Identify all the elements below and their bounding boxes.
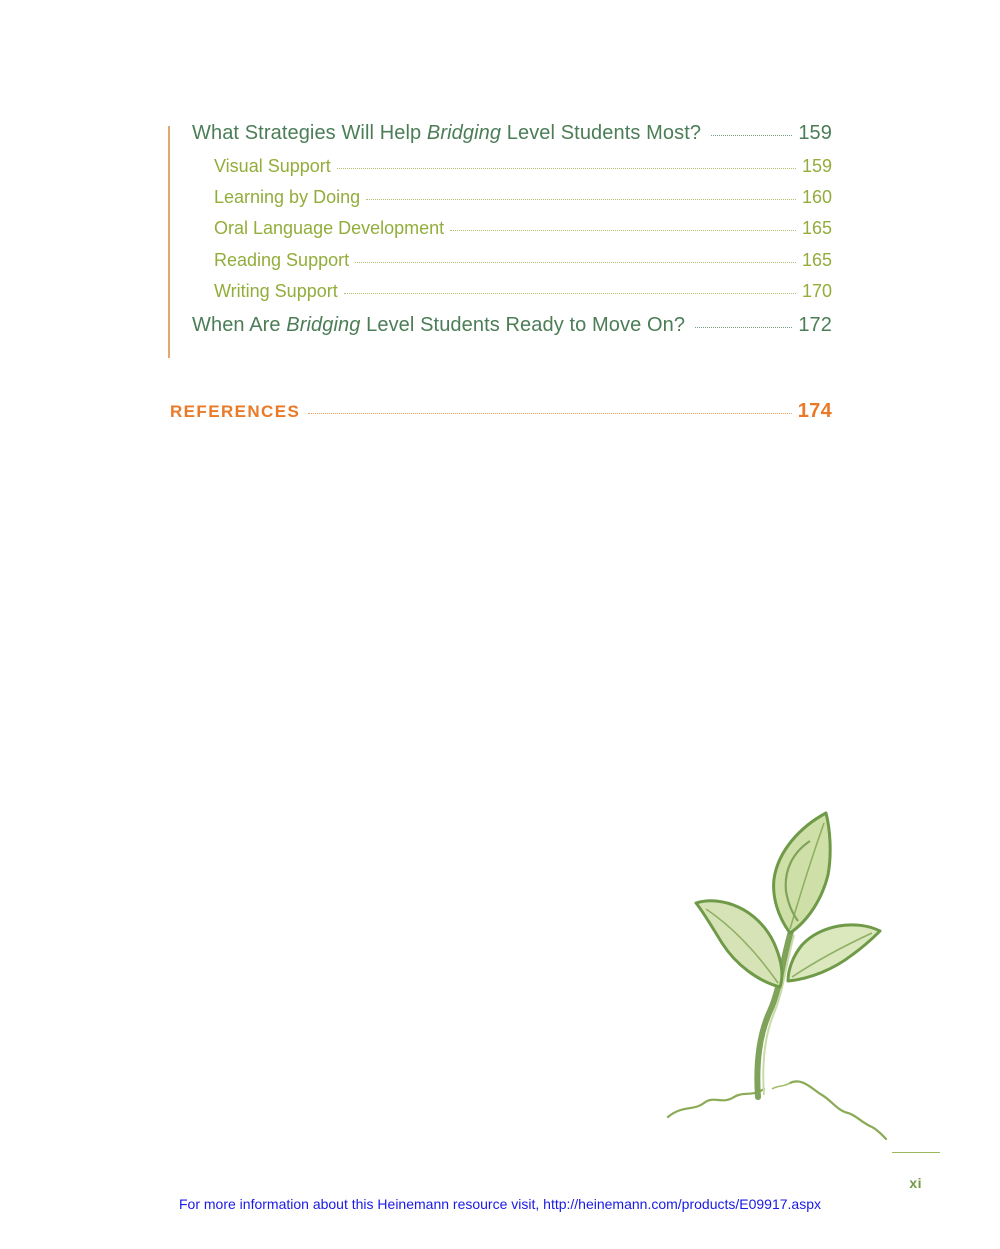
dot-leader <box>450 230 796 231</box>
toc-page-number: 172 <box>798 314 832 336</box>
dot-leader <box>337 168 796 169</box>
dot-leader <box>366 199 796 200</box>
toc-subentry-title: Learning by Doing <box>214 187 361 207</box>
toc-page-number: 159 <box>801 156 832 176</box>
folio-rule <box>892 1152 940 1153</box>
dot-leader <box>308 413 792 414</box>
toc-subentry-oral-language[interactable] <box>214 218 832 239</box>
seedling-illustration-icon <box>660 805 900 1145</box>
toc-page-number: 174 <box>797 400 832 422</box>
toc-subentry-visual-support[interactable] <box>214 156 832 177</box>
section-side-rule <box>168 126 170 358</box>
toc-subentry-title: Visual Support <box>214 156 331 176</box>
toc-entry-title: What Strategies Will Help Bridging Level Students Most? <box>192 122 702 144</box>
toc-page-number: 159 <box>798 122 832 144</box>
toc-page-number: 170 <box>801 281 832 301</box>
toc-subentry-title: Reading Support <box>214 250 350 270</box>
toc-entry-references[interactable] <box>170 400 832 423</box>
toc-subentry-learning-by-doing[interactable] <box>214 187 832 208</box>
toc-page-number: 165 <box>801 218 832 238</box>
dot-leader <box>695 327 792 328</box>
toc-subentry-title: Oral Language Development <box>214 218 445 238</box>
toc-subentry-writing-support[interactable] <box>214 281 832 302</box>
footer-resource-link[interactable]: For more information about this Heinemann resource visit, http://heinemann.com/products/E09917.aspx <box>179 1196 821 1212</box>
emphasis-bridging: Bridging <box>286 314 361 336</box>
page-folio: xi <box>909 1175 922 1191</box>
toc-entry-ready-to-move-on[interactable] <box>192 314 832 337</box>
references-label: REFERENCES <box>170 402 301 421</box>
dot-leader <box>355 262 796 263</box>
toc-page-number: 160 <box>801 187 832 207</box>
emphasis-bridging: Bridging <box>426 122 502 144</box>
dot-leader <box>711 135 792 136</box>
toc-entry-strategies[interactable] <box>192 122 832 145</box>
dot-leader <box>344 293 796 294</box>
toc-subentry-reading-support[interactable] <box>214 250 832 271</box>
toc-entry-title: When Are Bridging Level Students Ready to Move On? <box>192 314 686 336</box>
toc-page-number: 165 <box>801 250 832 270</box>
toc-subentry-title: Writing Support <box>214 281 338 301</box>
